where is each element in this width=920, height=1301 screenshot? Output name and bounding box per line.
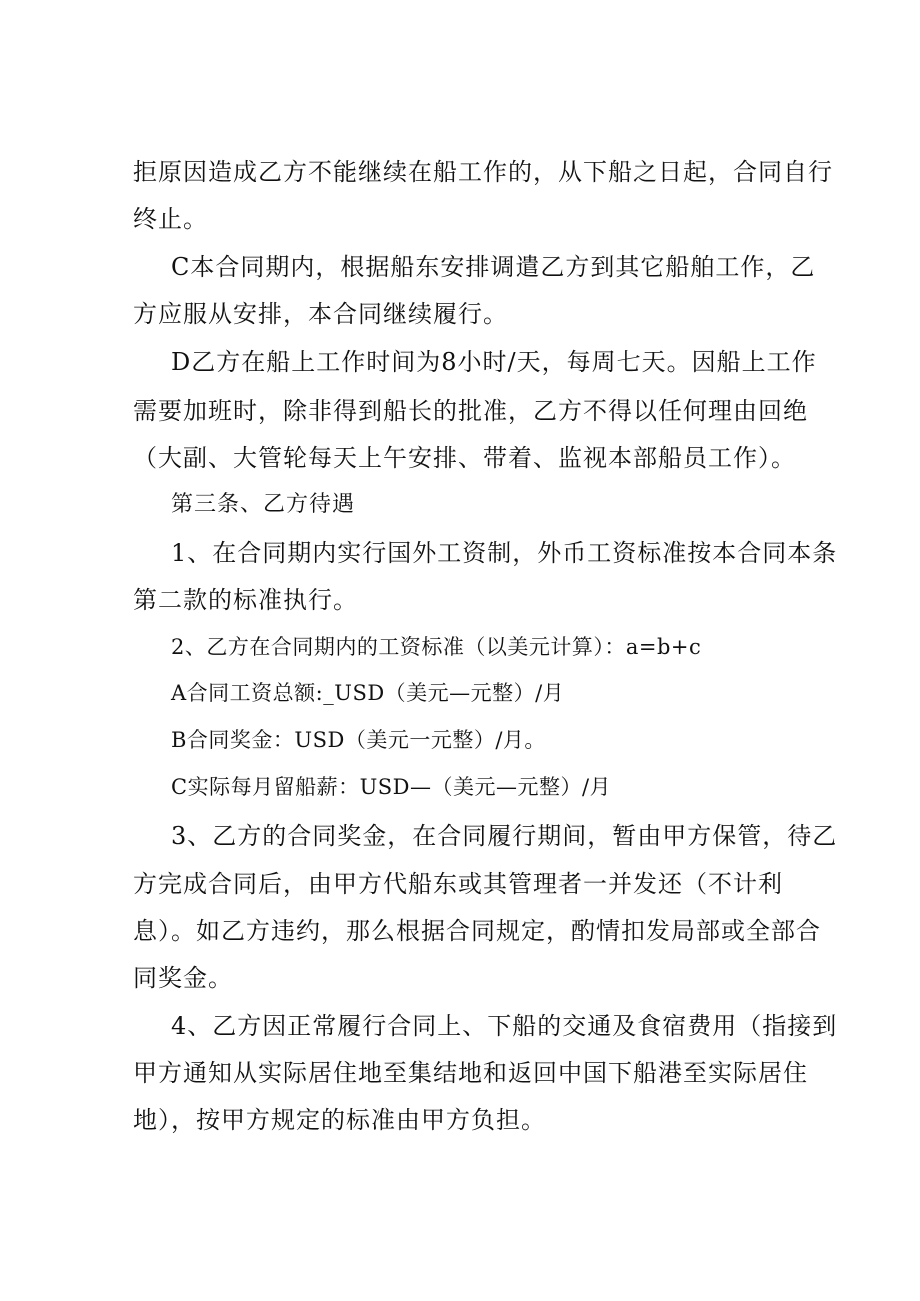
text-line: 甲方通知从实际居住地至集结地和返回中国下船港至实际居住 — [133, 1059, 808, 1087]
text-line: B合同奖金：USD（美元一元整）/月。 — [171, 728, 546, 752]
text-line: 3、乙方的合同奖金，在合同履行期间，暂由甲方保管，待乙 — [171, 822, 838, 850]
text-line: 需要加班时，除非得到船长的批准，乙方不得以任何理由回绝 — [133, 397, 808, 425]
text-line: 2、乙方在合同期内的工资标准（以美元计算）：a=b+c — [171, 635, 702, 659]
text-line: 方应服从安排，本合同继续履行。 — [133, 300, 508, 328]
text-line: 终止。 — [133, 205, 208, 233]
text-line: 息）。如乙方违约，那么根据合同规定，酌情扣发局部或全部合 — [133, 917, 821, 945]
text-line: C实际每月留船薪：USD—（美元—元整）/月 — [171, 775, 612, 799]
text-line: 第二款的标准执行。 — [133, 586, 358, 614]
text-line: 1、在合同期内实行国外工资制，外币工资标准按本合同本条 — [171, 539, 838, 567]
text-line: 4、乙方因正常履行合同上、下船的交通及食宿费用（指接到 — [171, 1012, 838, 1040]
text-line: 同奖金。 — [133, 964, 233, 992]
text-line: A合同工资总额:_USD（美元—元整）/月 — [171, 681, 565, 705]
text-line: 地），按甲方规定的标准由甲方负担。 — [133, 1106, 546, 1134]
section-heading: 第三条、乙方待遇 — [171, 492, 356, 517]
text-line: C本合同期内，根据船东安排调遣乙方到其它船舶工作，乙 — [171, 253, 816, 281]
text-line: D乙方在船上工作时间为8小时/天，每周七天。因船上工作 — [171, 348, 817, 376]
text-line: （大副、大管轮每天上午安排、带着、监视本部船员工作）。 — [133, 444, 796, 472]
text-line: 方完成合同后，由甲方代船东或其管理者一并发还（不计利 — [133, 870, 783, 898]
text-line: 拒原因造成乙方不能继续在船工作的，从下船之日起，合同自行 — [133, 158, 833, 186]
